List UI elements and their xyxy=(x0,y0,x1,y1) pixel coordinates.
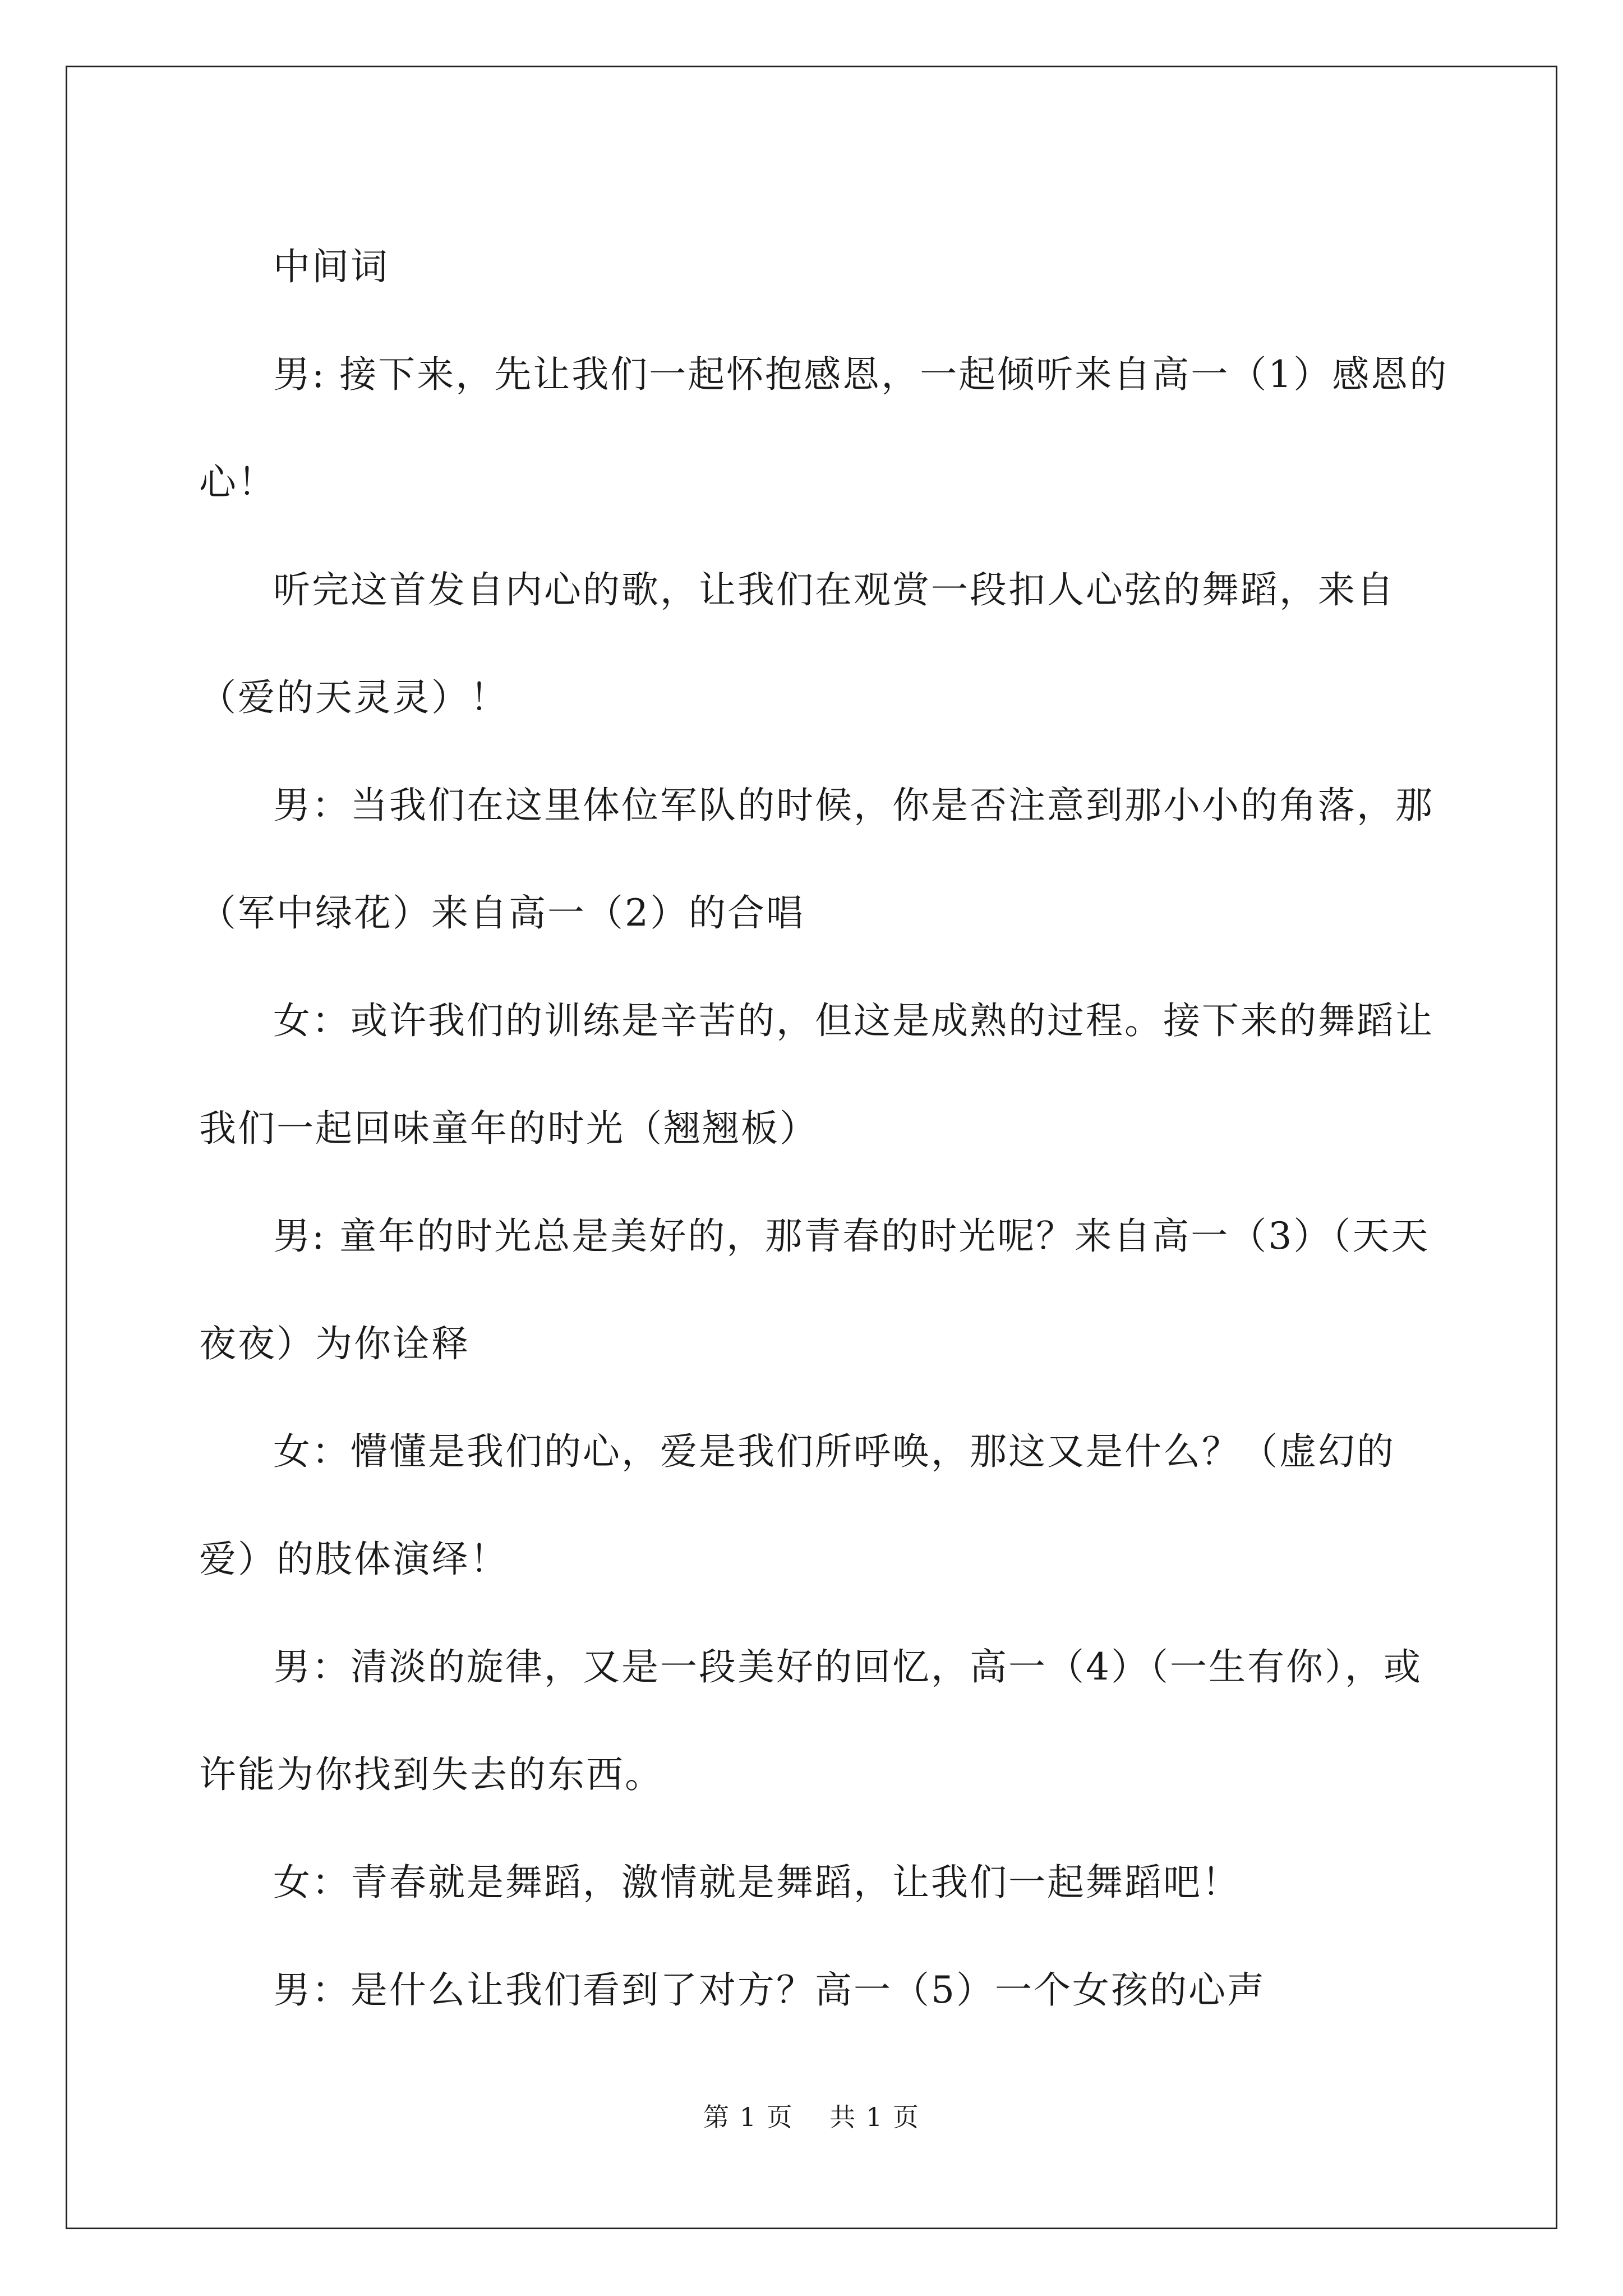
paragraph: 女：或许我们的训练是辛苦的，但这是成熟的过程。接下来的舞蹈让我们一起回味童年的时光（翘翘板） xyxy=(199,999,1434,1150)
paragraph: 男: 童年的时光总是美好的，那青春的时光呢？来自高一（3）（天天夜夜）为你诠释 xyxy=(199,1214,1430,1365)
paragraph: 女：青春就是舞蹈，激情就是舞蹈，让我们一起舞蹈吧！ xyxy=(273,1861,1241,1904)
paragraph: 男：清淡的旋律，又是一段美好的回忆，高一（4）（一生有你），或许能为你找到失去的东西。 xyxy=(199,1645,1422,1796)
section-heading: 中间词 xyxy=(273,245,389,288)
paragraph: 听完这首发自内心的歌，让我们在观赏一段扣人心弦的舞蹈，来自（爱的天灵灵）！ xyxy=(199,568,1395,719)
paragraph: 男：当我们在这里体位军队的时候，你是否注意到那小小的角落，那（军中绿花）来自高一（2）的合唱 xyxy=(199,784,1434,935)
page-number-footer: 第 1 页 共 1 页 xyxy=(703,2102,920,2132)
paragraph: 男：是什么让我们看到了对方？高一（5）一个女孩的心声 xyxy=(273,1968,1266,2012)
paragraph: 男: 接下来，先让我们一起怀抱感恩，一起倾听来自高一（1）感恩的心！ xyxy=(199,353,1449,504)
paragraph: 女：懵懂是我们的心，爱是我们所呼唤，那这又是什么？（虚幻的爱）的肢体演绎！ xyxy=(199,1430,1395,1581)
document-body xyxy=(199,213,1450,2044)
